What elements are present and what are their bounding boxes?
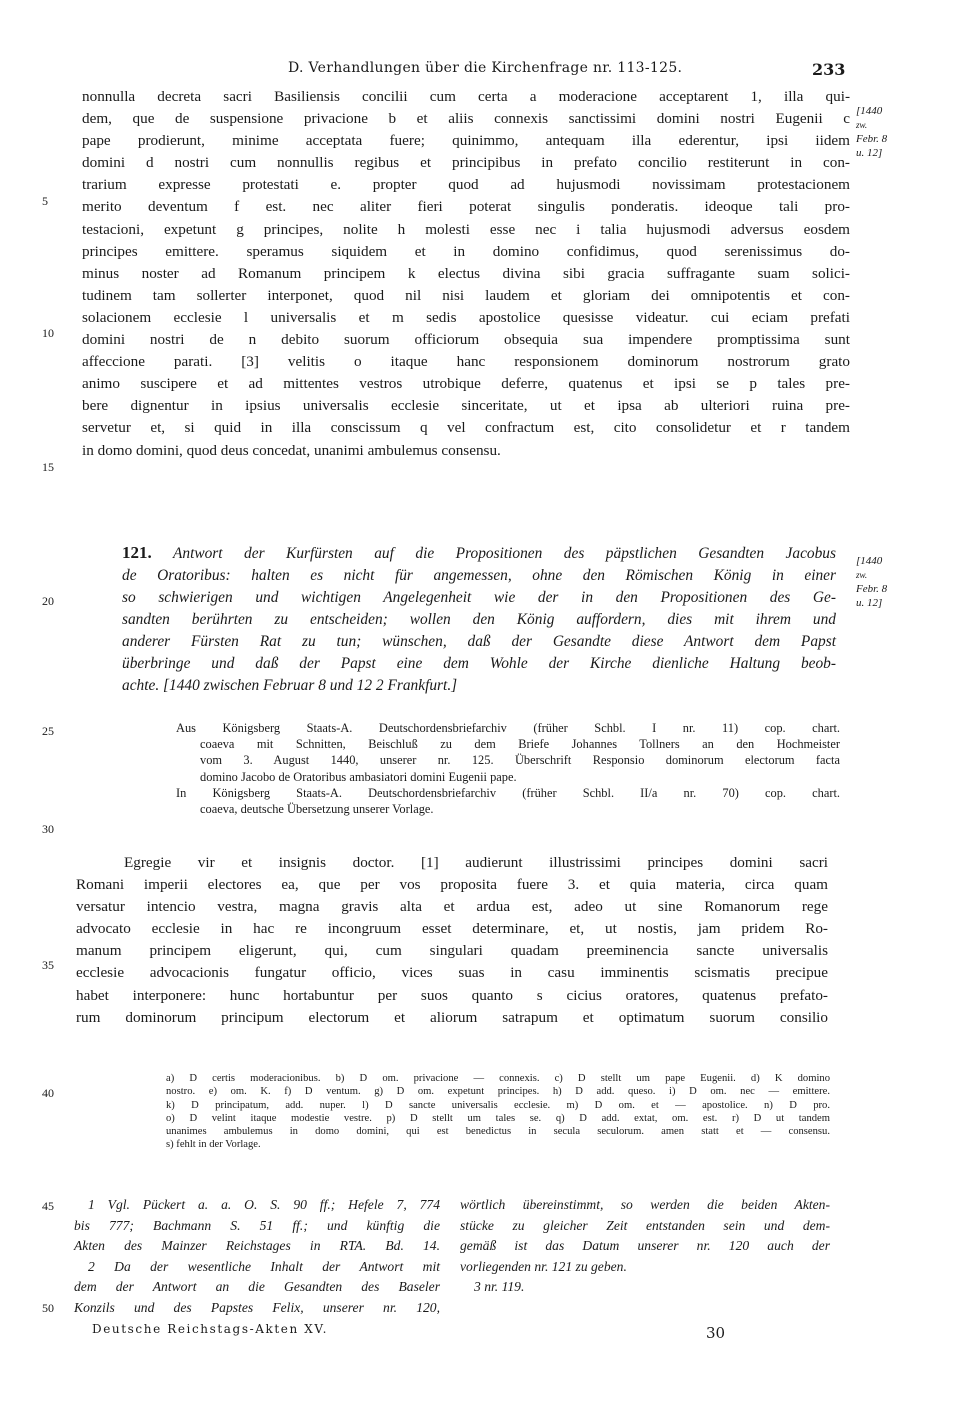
text-line: animo suscipere et ad mittentes vestros utrobique deferre, quatenus et ipsi se p tales pre- <box>82 375 850 393</box>
footnote-line: stücke zu gleicher Zeit entstanden sein und dem- <box>460 1217 830 1233</box>
text-line: rum dominorum principum electorum et aliorum satrapum et optimatum suorum consilio <box>76 1008 828 1026</box>
line-number: 25 <box>42 724 54 738</box>
heading-text: Antwort der Kurfürsten auf die Propositionen des päpstlichen Gesandten Jacobus <box>172 545 836 562</box>
text-line: trarium expresse protestati e. propter quod ad hujusmodi novissimam protestacionem <box>82 176 850 194</box>
text-line: dem, que de suspensione privacione b et aliis connexis sanctissimi domini nostri Eugenii c <box>82 110 850 128</box>
text-line: advocato ecclesie in hac re incongruum esset determinare, et, ut nostis, jam pridem Ro- <box>76 920 828 938</box>
heading-line: anderer Fürsten Rat zu tun; wünschen, daß der Gesandte diese Antwort dem Papst <box>122 633 836 650</box>
footnote-line: Akten des Mainzer Reichstages in RTA. Bd. 14. <box>74 1238 440 1253</box>
heading-line: überbringe und daß der Papst eine dem Wohle der Kirche dienliche Haltung beob- <box>122 655 836 672</box>
heading-line: achte. [1440 zwischen Februar 8 und 12 2 Frankfurt.] <box>122 677 458 694</box>
line-number: 10 <box>42 326 54 340</box>
text-line: nonnulla decreta sacri Basiliensis concilii cum certa a moderacione acceptarent 1, illa qui- <box>82 88 850 105</box>
running-title: D. Verhandlungen über die Kirchenfrage nr. 113-125. <box>288 60 683 76</box>
margin-date-note-upper <box>856 104 887 160</box>
line-number: 20 <box>42 594 54 608</box>
footnote-line: 2 Da der wesentliche Inhalt der Antwort mit <box>88 1258 440 1274</box>
footnote-line: bis 777; Bachmann S. 51 ff.; und künftig die <box>74 1217 440 1233</box>
line-number: 15 <box>42 460 54 474</box>
footnote-line: vorliegenden nr. 121 zu geben. <box>460 1258 627 1274</box>
source-line: coaeva, deutsche Übersetzung unserer Vorlage. <box>200 802 434 817</box>
margin-date-note-lower <box>856 554 887 610</box>
text-line: Romani imperii electores ea, que per vos proposita fuere 3. et quia materia, circa quam <box>76 876 828 894</box>
text-line: habet interponere: hunc hortabuntur per suos quanto s cicius oratores, quatenus prefato- <box>76 986 828 1004</box>
text-line: affeccione parati. [3] velitis o itaque hanc responsionem dominorum nostrorum grato <box>82 353 850 371</box>
text-line: versatur intencio vestra, magna gravis alta et ardua est, adeo ut sine Romanorum rege <box>76 898 828 916</box>
heading-line <box>122 542 836 565</box>
footnote-line: dem der Antwort an die Gesandten des Baseler <box>74 1279 440 1294</box>
footnote-line: 1 Vgl. Pückert a. a. O. S. 90 ff.; Hefele 7, 774 <box>88 1197 440 1212</box>
text-line: manum principem eligerunt, qui, cum singulari quadam preeminencia sancte universalis <box>76 942 828 960</box>
apparatus-line: unanimes ambulemus in domo domini, qui est benedictus in secula seculorum. amen statt et — consensu. <box>166 1126 830 1138</box>
section-heading <box>122 542 836 697</box>
text-line: ecclesie advocacionis fungatur officio, vices suas in casu imminentis scismatis precipue <box>76 964 828 982</box>
source-line: coaeva mit Schnitten, Beischluß zu dem Briefe Johannes Tollners an den Hochmeister <box>200 737 840 752</box>
margin-note-line: Febr. 8 <box>856 583 888 595</box>
section-number: 121. <box>122 543 152 562</box>
apparatus-line: k) D principatum, add. nuper. l) D sancte universalis ecclesie. m) D om. et — apostolice. n) D pro. <box>166 1099 830 1111</box>
heading-line: sandten berührten zu entscheiden; wollen den König auffordern, dies mit ihrem und <box>122 611 836 628</box>
text-line: principes emittere. speramus siquidem et in domino confidimus, quod serenissimus do- <box>82 242 850 260</box>
line-number: 45 <box>42 1199 54 1213</box>
text-line: servetur et, si quid in illa conscissum q vel confractum est, cito consolidetur et r tandem <box>82 419 850 437</box>
margin-note-line: Febr. 8 <box>856 133 888 145</box>
text-line: domini nostri de n debito suorum officiorum obsequia sua impendere promptissima sunt <box>82 331 850 349</box>
footnote-line: 3 nr. 119. <box>474 1279 525 1294</box>
text-line: tudinem tam sollerter interponet, quod nil nisi laudem et gloriam dei omnipotentis et con- <box>82 286 850 304</box>
document-text <box>76 852 828 1029</box>
line-number: 35 <box>42 958 54 972</box>
text-line: domini d nostri cum nonnullis regibus et principibus in prefato concilio restiterunt in con- <box>82 154 850 172</box>
text-line: merito deventum f est. nec aliter fieri poterat singulis ponderatis. ideoque tali pro- <box>82 198 850 216</box>
source-line: vom 3. August 1440, unserer nr. 125. Überschrift Responsio dominorum electorum facta <box>200 753 840 768</box>
footnote-line: Konzils und des Papstes Felix, unserer nr. 120, <box>74 1299 440 1315</box>
text-line: minus noster ad Romanum principem k electus divina sibi gracia suffragante suam solici- <box>82 264 850 282</box>
critical-apparatus <box>166 1072 830 1152</box>
margin-note-line: zw. <box>856 570 868 580</box>
footnotes-right-column <box>460 1195 830 1298</box>
sheet-number: 30 <box>706 1324 726 1342</box>
imprint-line: Deutsche Reichstags-Akten XV. <box>92 1322 328 1336</box>
text-line: bere dignentur in ipsius universalis ecclesie sinceritate, ut et ipsa ab ulteriori ruina pre- <box>82 397 850 415</box>
footnote-line: wörtlich übereinstimmt, so werden die beiden Akten- <box>460 1197 830 1212</box>
heading-line: so schwierigen und wichtigen Angelegenheit wie der in den Propositionen des Ge- <box>122 589 836 606</box>
apparatus-line: o) D velint itaque modestie vestre. p) D stellt um tales se. q) D add. extat, om. est. r) D ut tandem <box>166 1112 830 1124</box>
source-description <box>176 720 840 817</box>
text-line: testacioni, expetunt g principes, nolite h molesti esse nec i talia hujusmodi adversus eosdem <box>82 220 850 238</box>
line-number: 5 <box>42 194 48 208</box>
apparatus-line: a) D certis moderacionibus. b) D om. privacione — connexis. c) D stellt um pape Eugenii. d) K domino <box>166 1073 830 1084</box>
margin-note-line: u. 12] <box>856 147 883 159</box>
source-line: domino Jacobo de Oratoribus ambasiatori domini Eugenii pape. <box>200 769 517 784</box>
heading-line: de Oratoribus: halten es nicht für angemessen, ohne den Römischen König in einer <box>122 567 836 584</box>
text-line: solacionem ecclesie l universalis et m sedis apostolice quesisse videatur. cui eciam prefati <box>82 308 850 326</box>
text-line: in domo domini, quod deus concedat, unanimi ambulemus consensu. <box>82 441 501 459</box>
apparatus-line: s) fehlt in der Vorlage. <box>166 1139 261 1151</box>
margin-note-line: zw. <box>856 120 868 130</box>
margin-note-line: [1440 <box>856 105 883 117</box>
line-number: 50 <box>42 1301 54 1315</box>
page-number: 233 <box>812 60 846 79</box>
continuation-text <box>82 86 850 462</box>
text-line: Egregie vir et insignis doctor. [1] audierunt illustrissimi principes domini sacri <box>124 854 828 871</box>
margin-note-line: [1440 <box>856 555 883 567</box>
source-line: In Königsberg Staats-A. Deutschordensbriefarchiv (früher Schbl. II/a nr. 70) cop. chart. <box>176 785 840 800</box>
source-line: Aus Königsberg Staats-A. Deutschordensbriefarchiv (früher Schbl. I nr. 11) cop. chart. <box>176 721 840 735</box>
apparatus-line: nostro. e) om. K. f) D ventum. g) D om. expetunt principes. h) D add. queso. i) D om. nec — emittere. <box>166 1086 830 1098</box>
footnote-line: gemäß ist das Datum unserer nr. 120 auch der <box>460 1238 830 1253</box>
footnotes-left-column <box>74 1195 440 1318</box>
line-number: 30 <box>42 822 54 836</box>
margin-note-line: u. 12] <box>856 597 883 609</box>
text-line: pape prodierunt, minime acceptata fuere; quinimmo, antequam illa ederentur, ipsi iidem <box>82 132 850 150</box>
line-number: 40 <box>42 1086 54 1100</box>
